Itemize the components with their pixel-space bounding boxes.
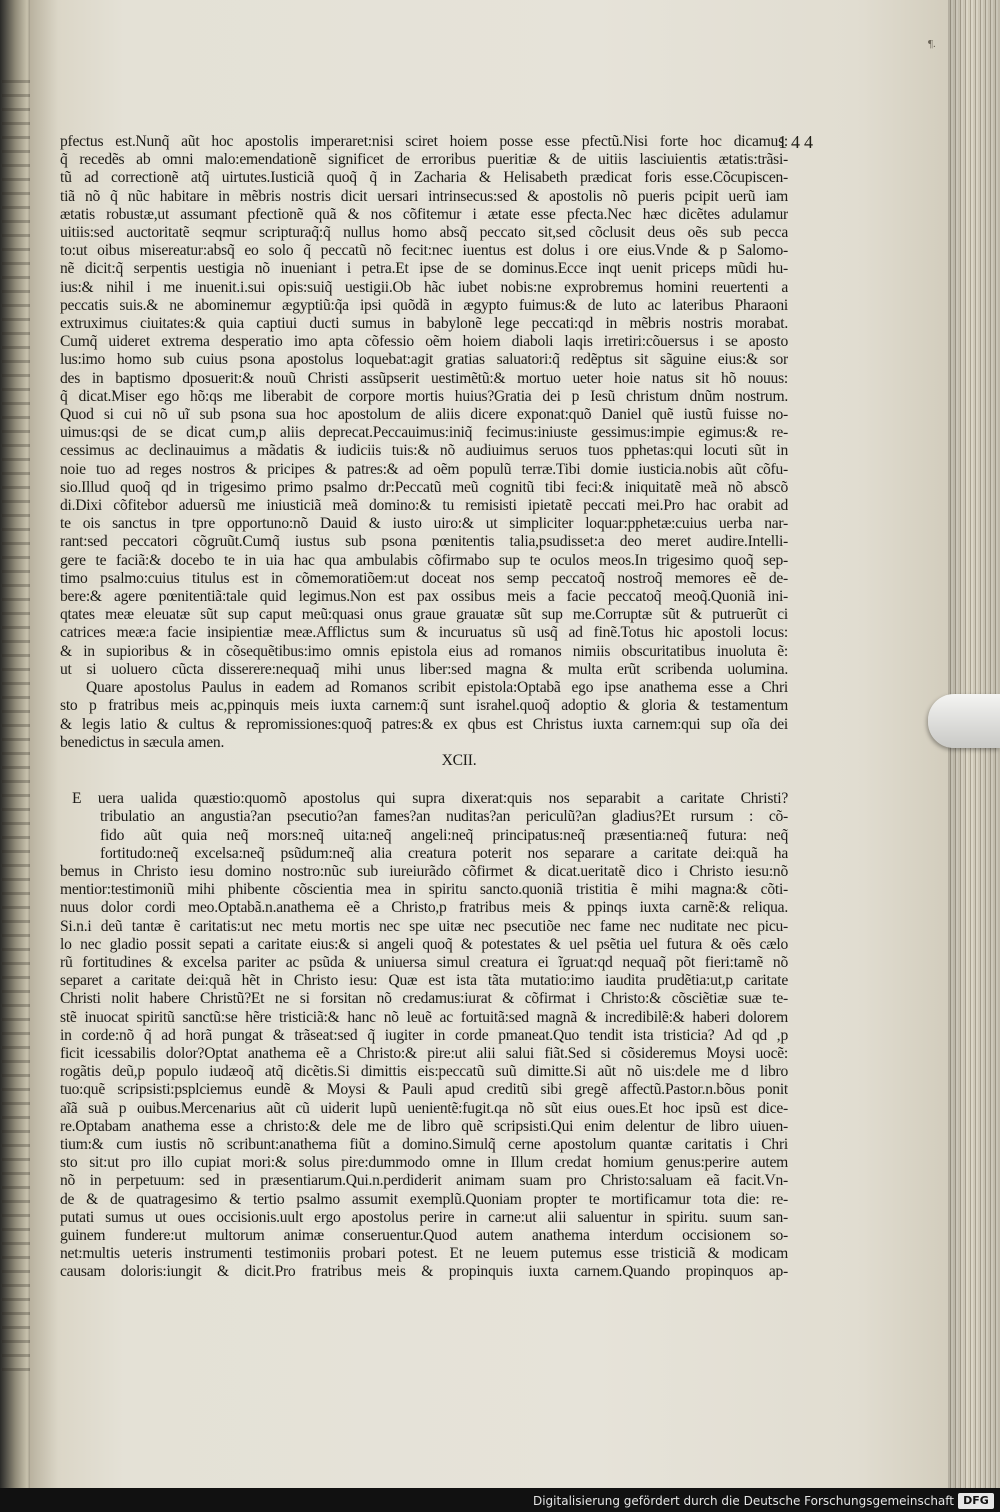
text-line: noie tuo ad reges nostros & pricipes & patres:& ad oẽm populũ terræ.Tibi domie iusticia.nobis aũt cõfu-	[60, 460, 788, 478]
text-line: bere:& agere pœnitentiã:tale quid legimus.Non est pax ossibus meis a facie peccatoq̃ meoq̃.Quoniã ini-	[60, 588, 788, 606]
text-line: timo psalmo:cuius titulus est in cõmemoratiõem:ut doceat nos semp peccatoq̃ nostroq̃ memores eẽ de-	[60, 569, 788, 587]
text-line: ius:& nihil i me inuenit.i.sui opis:suiq̃ uestigii.Ob hãc iubet nobis:ne exprobremus homini reuertenti a	[60, 278, 788, 296]
text-line: separet a caritate dei:quã hẽt in Christo iesu: Quæ est ista tãta mutatio:imo iaudita prudẽtia:ut,p caritate	[60, 972, 788, 990]
text-line: guinem fundere:ut multorum animæ conseruentur.Quod autem anathema interdum occisionem so-	[60, 1226, 788, 1244]
text-line: & legis latio & cultus & repromissiones:quoq̃ patres:& ex qbus est Christus iuxta carnem:qui sup oĩa dei	[60, 715, 788, 733]
paragraph-1	[60, 133, 788, 679]
adjacent-page-text	[2, 80, 32, 1380]
text-line: pfectus est.Nunq̃ aũt hoc apostolis imperaret:nisi sciret hoiem posse esse pfectũ.Nisi forte hoc dicamus:	[60, 133, 788, 150]
text-line: ætatis robustæ,ut assumant pfectionẽ quã & nos cõfitemur i ætate esse pfecta.Nec hæc dicẽtes adulamur	[60, 205, 788, 223]
bookmark-ribbon	[928, 694, 1000, 748]
text-line: aĩã suã p ouibus.Mercenarius aũt cũ uiderit lupũ uenientẽ:fugit.qa nõ sũt eius oues.Et hoc ipsũ est dice-	[60, 1099, 788, 1117]
text-line: nẽ dicit:q̃ serpentis uestigia nõ inueniant i petra.Et ipse de se dominus.Ecce inqt uenit priceps mũdi hu-	[60, 260, 788, 278]
text-line: extruximus ciuitates:& quia captiui ducti sumus in babylonẽ lege peccati:qd in mẽbris nostris morabat.	[60, 315, 788, 333]
text-line: peccatis suis.& ne abominemur ægyptiũ:q̃a ipsi quõdã in ægypto fuimus:& de luto ac lateribus Pharaoni	[60, 296, 788, 314]
text-line: nuus dolor cordi meo.Optabã.n.anathema eẽ a Christo,p fratribus meis & ppinqs iuxta carnẽ:& reliqua.	[60, 899, 788, 917]
text-line: re.Optabam anathema esse a christo:& dele me de libro quẽ scripsisti.Qui enim delentur de libro uiuen-	[60, 1117, 788, 1135]
text-line: rogãtis deũ,p populo iudæoq̃ atq̃ dicẽtis.Si dimittis eis:peccatũ suũ dimitte.Si aũt nõ uis:dele me d libro	[60, 1063, 788, 1081]
text-line: catrices meæ:a facie insipientiæ meæ.Afflictus sum & incuruatus sũ usq̃ ad finẽ.Totus hic apostoli locus:	[60, 624, 788, 642]
text-line: des in baptismo dposuerit:& nouũ Christi assũpserit uestimẽtũ:& mortuo ueter hoie natus sit hõ nouus:	[60, 369, 788, 387]
text-line: tribulatio an angustia?an psecutio?an fames?an nuditas?an periculũ?an gladius?Et rursum : cõ-	[100, 808, 788, 826]
text-line: stẽ inuocat spiritũ sanctũ:se hẽre tristiciã:& hanc nõ leuẽ ac fortuitã:sed magnã & incredibilẽ:& haberi dolorem	[60, 1008, 788, 1026]
text-line: q̃ dicat.Miser ego hõ:qs me liberabit de corpore mortis huius?Gratia dei p Iesũ christum dnũm nostrum.	[60, 387, 788, 405]
text-line: tũ ad correctionẽ atq̃ uirtutes.Iusticiã quoq̃ q̃ in Zacharia & Helisabeth prædicat foris esse.Cõcupiscen-	[60, 169, 788, 187]
text-line: cessimus ac declinauimus a mãdatis & iudiciis tuis:& nõ audiuimus seruos tuos pphetas:qui locuti sũt in	[60, 442, 788, 460]
text-line: lus:imo homo sub cuius psona apostolus loquebat:agit gratias saluatori:q̃ redẽptus sit sãguine eius:& sor	[60, 351, 788, 369]
text-line: rũ fortitudines & excelsa pariter ac psũda & uniuersa simul creatura ei ĩgruat:qd nequaq̃ põt fieri:tamẽ nõ	[60, 953, 788, 971]
footer-credit: Digitalisierung gefördert durch die Deutsche Forschungsgemeinschaft	[532, 1494, 954, 1508]
text-line: gere te faciã:& docebo te in uia hac qua ambulabis cõfirmabo sup te oculos meos.In trigesimo quoq̃ sep-	[60, 551, 788, 569]
text-line: fortitudo:neq̃ excelsa:neq̃ psũdum:neq̃ alia creatura poterit nos separare a caritate dei:quã ha	[100, 844, 788, 862]
text-line: bemus in Christo iesu domino nostro:nũc sub iureiurãdo cõfirmet & dicat.ueritatẽ dico i Christo iesu:nõ	[60, 862, 788, 880]
text-line: tuo:quẽ scripsisti:psplciemus eundẽ & Moysi & Pauli apud creditũ sibi gregẽ affectũ.Pastor.n.bõus ponit	[60, 1081, 788, 1099]
text-line: te ois sanctus in tpre opportuno:nõ Dauid & iusto uiro:& ut simpliciter loquar:pphetæ:cuius uerba nar-	[60, 515, 788, 533]
text-line: & in supioribus & in cõsequẽtibus:imo omnis epistola eius ad romanos nimiis obscuritatibus inuoluta ẽ:	[60, 642, 788, 660]
text-line: tiã nõ q̃ nũc habitare in mẽbris nostris dicit uersari intrinsecus:sed & apostolis nõ pueris pcipit uerũ iam	[60, 187, 788, 205]
text-line: uitiis:sed auctoritatẽ seqmur scripturaq̃:q̃ nullus homo absq̃ peccato sit,sed cõclusit deus oẽs sub pecca	[60, 224, 788, 242]
folio-number: 144	[778, 132, 817, 152]
text-line: Quare apostolus Paulus in eadem ad Romanos scribit epistola:Optabã ego ipse anathema esse a Chri	[86, 679, 788, 697]
text-line: di.Dixi cõfitebor aduersũ me iniusticiã meã domino:& tu remisisti ipietatẽ peccati mei.Pro hac orabit ad	[60, 497, 788, 515]
text-line: Quod si cui nõ uĩ sub psona sua hoc apostolum de aliis dicere exponat:quõ Daniel quẽ iustũ fuisse no-	[60, 406, 788, 424]
text-line: lo nec gladio possit sepati a caritate eius:& si angeli quoq̃ & potestates & uel psẽtia uel futura & oẽs cælo	[60, 935, 788, 953]
text-line: sto sit:ut pro illo cupiat mori:& solus pire:dummodo omne in Illum credat homium genus:perire autem	[60, 1154, 788, 1172]
adjacent-page-edge	[0, 0, 34, 1512]
dfg-logo: DFG	[958, 1493, 994, 1509]
text-line: qtates meæ eleuatæ sũt sup caput meũ:quasi onus graue grauatæ sũt sup me.Corruptæ sũt & putruerũt ci	[60, 606, 788, 624]
text-line: tium:& cum iustis nõ scribunt:anathema fiũt a domino.Simulq̃ cerne apostolum quantæ caritatis i Chri	[60, 1135, 788, 1153]
text-line: putati sumus ut oues occisionis.uult ergo apostolus perire in carne:ut alii saluentur in spiritu. suum san-	[60, 1208, 788, 1226]
text-line: Christi nolit habere Christũ?Et ne si forsitan nõ credamus:iurat & cõfirmat i Christo:& cõsciẽtiæ suæ te-	[60, 990, 788, 1008]
chapter-number: XCII.	[441, 751, 477, 769]
text-line: nõ in perpetuum: sed in præsentiarum.Qui.n.perdiderit animam suam pro Christo:saluam eã facit.Vn-	[60, 1172, 788, 1190]
text-line: ficit icessabilis dolor?Optat anathema eẽ a Christo:& pire:ut alii salui fiãt.Sed si cõsideremus Moysi uocẽ:	[60, 1044, 788, 1062]
text-line: sto p fratribus meis ac,ppinquis meis iuxta carnem:q̃ sunt israhel.quoq̃ adoptio & gloria & testamentum	[60, 697, 788, 715]
text-line: rant:sed peccatori cõgruũt.Cumq̃ iustus sub psona pœnitentis talia,psudisset:a deo meret audire.Intelli-	[60, 533, 788, 551]
page-text	[60, 133, 788, 1282]
text-line: causam doloris:iungit & dicit.Pro fratribus meis & propinquis iuxta carnem.Quando propinquos ap-	[60, 1263, 788, 1281]
text-line: net:multis ueteris instrumenti testimoniis probari potest. Et ne leuem putemus esse tristiciã & modicam	[60, 1245, 788, 1263]
text-line: fido aũt quia neq̃ mors:neq̃ uita:neq̃ angeli:neq̃ principatus:neq̃ præsentia:neq̃ futura: neq̃	[100, 826, 788, 844]
text-line: mentior:testimoniũ mihi phibente cõscientia mea in spiritu sancto.quoniã tristitia ẽ mihi magna:& cõti-	[60, 881, 788, 899]
paragraph-2	[60, 679, 788, 752]
text-line: Si.n.i deũ tantæ ẽ caritatis:ut nec metu mortis nec spe uitæ nec psecutiõe nec fame nec nuditate nec picu-	[60, 917, 788, 935]
text-line: in corde:nõ q̃ ad horã pungat & trãseat:sed q̃ iugiter in corde pmaneat.Quo tendit ista tristicia? Ad qd ,p	[60, 1026, 788, 1044]
text-line: Cumq̃ uideret extrema desperatio imo apta cõfessio oẽm hoiem diaboli laqis irretiri:cõuersus i se aposto	[60, 333, 788, 351]
text-line: to:ut oibus misereatur:absq̃ eo solo q̃ peccatũ nõ fecit:nec iuentus est dolus i ore eius.Vnde & p Salomo-	[60, 242, 788, 260]
text-line: q̃ recedẽs ab omni malo:emendationẽ significet de erroribus pueritiæ & de uitiis lasciuientis ætatis:trãsi-	[60, 151, 788, 169]
paragraph-3	[60, 790, 788, 1281]
chapter-gap	[60, 770, 788, 790]
corner-mark: ¶.	[928, 38, 936, 50]
text-line: benedictus in sæcula amen.	[60, 733, 225, 751]
text-line: uimus:qsi de se dicat cum,p aliis deprecat.Peccauimus:iniq̃ fecimus:iniuste gessimus:impie egimus:& re-	[60, 424, 788, 442]
text-line: E uera ualida quæstio:quomõ apostolus qui supra dixerat:quis nos separabit a caritate Christi?	[72, 790, 788, 808]
text-line: ut si uoluero cũcta disserere:nequaq̃ mihi unus liber:sed magna & multa erũt scribenda uolumina.	[60, 660, 788, 678]
text-line: sio.Illud quoq̃ qd in trigesimo primo psalmo dr:Peccatũ meũ cognitũ tibi feci:& iniquitatẽ meã nõ abscõ	[60, 478, 788, 496]
text-line: de & de quatragesimo & tertio psalmo assumit exemplũ.Quoniam propter te mortificamur tota die: re-	[60, 1190, 788, 1208]
